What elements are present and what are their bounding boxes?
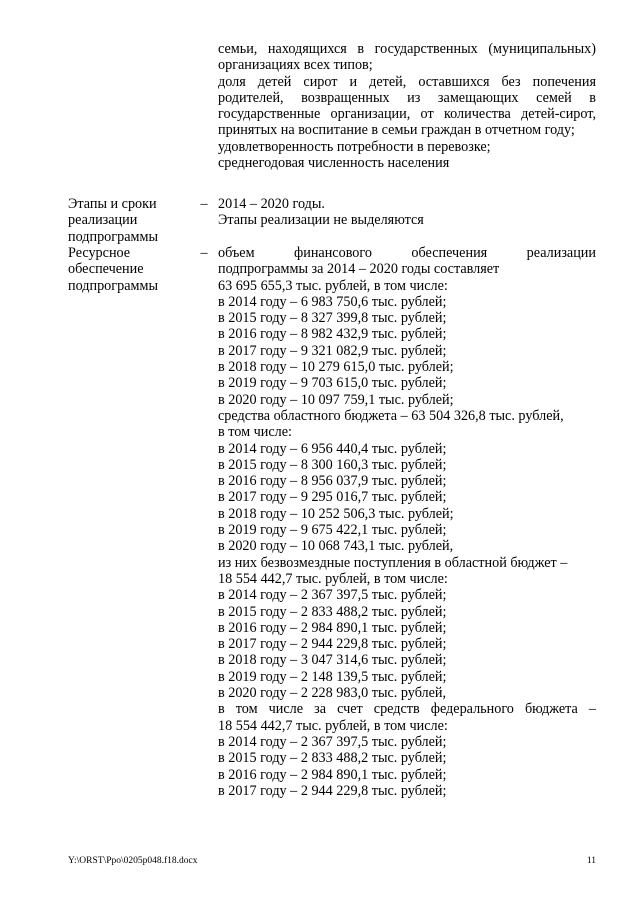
paragraph: семьи, находящихся в государственных (муниципальных) организациях всех типов; bbox=[218, 41, 596, 74]
grants-year-line: в 2018 году – 3 047 314,6 тыс. рублей; bbox=[218, 652, 447, 669]
stages-label bbox=[68, 196, 198, 245]
total-year-line: в 2017 году – 9 321 082,9 тыс. рублей; bbox=[218, 342, 447, 359]
stages-period: 2014 – 2020 годы. bbox=[218, 196, 325, 212]
regional-year-line: в 2016 году – 8 956 037,9 тыс. рублей; bbox=[218, 473, 447, 490]
grants-line: из них безвозмездные поступления в областной бюджет – bbox=[218, 554, 568, 571]
label-line: Ресурсное bbox=[68, 245, 131, 261]
grants-year-line: в 2016 году – 2 984 890,1 тыс. рублей; bbox=[218, 619, 447, 636]
resources-content bbox=[218, 245, 596, 799]
label-line: реализации bbox=[68, 212, 138, 229]
total-year-line: в 2018 году – 10 279 615,0 тыс. рублей; bbox=[218, 359, 454, 376]
total-year-line: в 2016 году – 8 982 432,9 тыс. рублей; bbox=[218, 326, 447, 343]
label-line: подпрограммы bbox=[68, 277, 158, 294]
total-year-line: в 2014 году – 6 983 750,6 тыс. рублей; bbox=[218, 293, 447, 310]
label-line: подпрограммы bbox=[68, 228, 158, 245]
regional-year-line: в 2018 году – 10 252 506,3 тыс. рублей; bbox=[218, 505, 454, 522]
regional-budget-line: в том числе: bbox=[218, 424, 292, 441]
resources-intro: подпрограммы за 2014 – 2020 годы составляет bbox=[218, 261, 500, 278]
footer-file-path: Y:\ORST\Ppo\0205p048.f18.docx bbox=[68, 856, 198, 866]
total-year-line: в 2020 году – 10 097 759,1 тыс. рублей; bbox=[218, 391, 454, 408]
federal-line: в том числе за счет средств федерального бюджета – bbox=[218, 701, 596, 718]
paragraph: удовлетворенность потребности в перевозке; bbox=[218, 138, 491, 155]
grants-year-line: в 2014 году – 2 367 397,5 тыс. рублей; bbox=[218, 587, 447, 604]
footer-page-number: 11 bbox=[586, 856, 596, 866]
grants-year-line: в 2015 году – 2 833 488,2 тыс. рублей; bbox=[218, 603, 447, 620]
regional-year-line: в 2015 году – 8 300 160,3 тыс. рублей; bbox=[218, 456, 447, 473]
resources-intro: объем финансового обеспечения реализации bbox=[218, 245, 596, 261]
resources-dash: – bbox=[200, 245, 208, 261]
federal-year-line: в 2016 году – 2 984 890,1 тыс. рублей; bbox=[218, 766, 447, 783]
regional-year-line: в 2014 году – 6 956 440,4 тыс. рублей; bbox=[218, 440, 447, 457]
paragraph: среднегодовая численность населения bbox=[218, 155, 450, 172]
grants-year-line: в 2017 году – 2 944 229,8 тыс. рублей; bbox=[218, 636, 447, 653]
paragraph: доля детей сирот и детей, оставшихся без попечения родителей, возвращенных из замещающих семей в государственные организации, от количества детей-сирот, принятых на воспитание в семьи граждан в отчетном году; bbox=[218, 73, 596, 139]
grants-line: 18 554 442,7 тыс. рублей, в том числе: bbox=[218, 570, 448, 587]
total-year-line: в 2015 году – 8 327 399,8 тыс. рублей; bbox=[218, 310, 447, 327]
total-year-line: в 2019 году – 9 703 615,0 тыс. рублей; bbox=[218, 375, 447, 392]
grants-year-line: в 2019 году – 2 148 139,5 тыс. рублей; bbox=[218, 668, 447, 685]
resources-total: 63 695 655,3 тыс. рублей, в том числе: bbox=[218, 277, 448, 294]
stages-note: Этапы реализации не выделяются bbox=[218, 212, 424, 229]
stages-content bbox=[218, 196, 596, 229]
label-line: обеспечение bbox=[68, 261, 144, 278]
label-line: Этапы и сроки bbox=[68, 196, 157, 212]
federal-year-line: в 2014 году – 2 367 397,5 тыс. рублей; bbox=[218, 733, 447, 750]
indicators-continuation bbox=[218, 41, 596, 171]
regional-year-line: в 2019 году – 9 675 422,1 тыс. рублей; bbox=[218, 522, 447, 539]
federal-year-line: в 2015 году – 2 833 488,2 тыс. рублей; bbox=[218, 750, 447, 767]
regional-budget-line: средства областного бюджета – 63 504 326,8 тыс. рублей, bbox=[218, 407, 564, 424]
regional-year-line: в 2020 году – 10 068 743,1 тыс. рублей, bbox=[218, 538, 454, 555]
stages-dash: – bbox=[200, 196, 208, 212]
federal-line: 18 554 442,7 тыс. рублей, в том числе: bbox=[218, 717, 448, 734]
resources-label bbox=[68, 245, 198, 294]
regional-year-line: в 2017 году – 9 295 016,7 тыс. рублей; bbox=[218, 489, 447, 506]
federal-year-line: в 2017 году – 2 944 229,8 тыс. рублей; bbox=[218, 782, 447, 799]
grants-year-line: в 2020 году – 2 228 983,0 тыс. рублей, bbox=[218, 685, 447, 702]
